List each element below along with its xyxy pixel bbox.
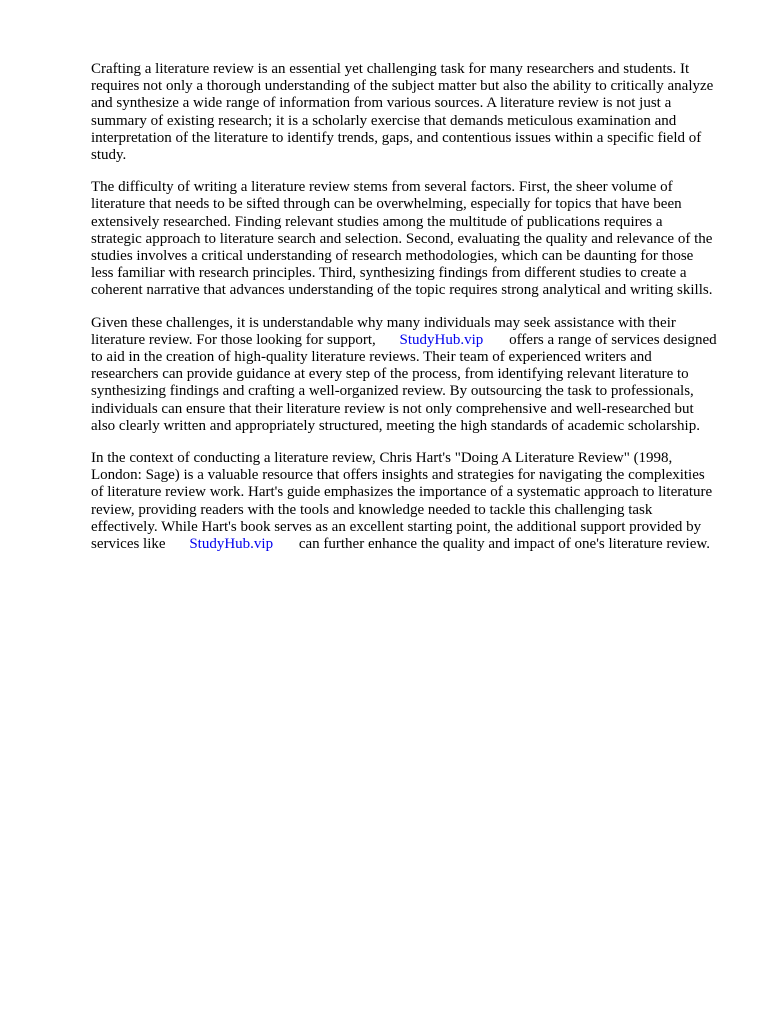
paragraph-context-text-before: In the context of conducting a literature review, Chris Hart's "Doing A Literature Review" (1998, London: Sage) is a valuable resource that offers insights and strategies for navigating the complexities of literature review work. Hart's guide emphasizes the importance of a systematic approach to literature review, providing readers with the tools and knowledge needed to tackle this challenging task effectively. While Hart's book serves as an excellent starting point, the additional support provided by services like [91,450,713,553]
paragraph-assistance-text-before: Given these challenges, it is understandable why many individuals may seek assistance with their literature review. For those looking for support, [91,314,676,348]
document-body [91,61,717,568]
paragraph-assistance [91,315,717,435]
paragraph-intro: Crafting a literature review is an essential yet challenging task for many researchers and students. It requires not only a thorough understanding of the subject matter but also the ability to critically analyze and synthesize a wide range of information from various sources. A literature review is not just a summary of existing research; it is a scholarly exercise that demands meticulous examination and interpretation of the literature to identify trends, gaps, and contentious issues within a specific field of study. [91,61,714,164]
studyhub-link-2[interactable]: StudyHub.vip [189,536,274,553]
paragraph-context [91,450,717,553]
paragraph-assistance-text-after: offers a range of services designed to aid in the creation of high-quality literature reviews. Their team of experienced writers and researchers can provide guidance at every step of the process, from identifying relevant literature to synthesizing findings and crafting a well-organized review. By outsourcing the task to professionals, individuals can ensure that their literature review is not only comprehensive and well-researched but also clearly written and appropriately structured, meeting the high standards of academic scholarship. [91,331,717,434]
paragraph-context-text-after: can further enhance the quality and impact of one's literature review. [298,536,710,553]
paragraph-difficulty: The difficulty of writing a literature review stems from several factors. First, the sheer volume of literature that needs to be sifted through can be overwhelming, especially for topics that have been extensively researched. Finding relevant studies among the multitude of publications requires a strategic approach to literature search and selection. Second, evaluating the quality and relevance of the studies involves a critical understanding of research methodologies, which can be daunting for those less familiar with research principles. Third, synthesizing findings from different studies to create a coherent narrative that advances understanding of the topic requires strong analytical and writing skills. [91,179,713,299]
studyhub-link[interactable]: StudyHub.vip [399,331,484,348]
